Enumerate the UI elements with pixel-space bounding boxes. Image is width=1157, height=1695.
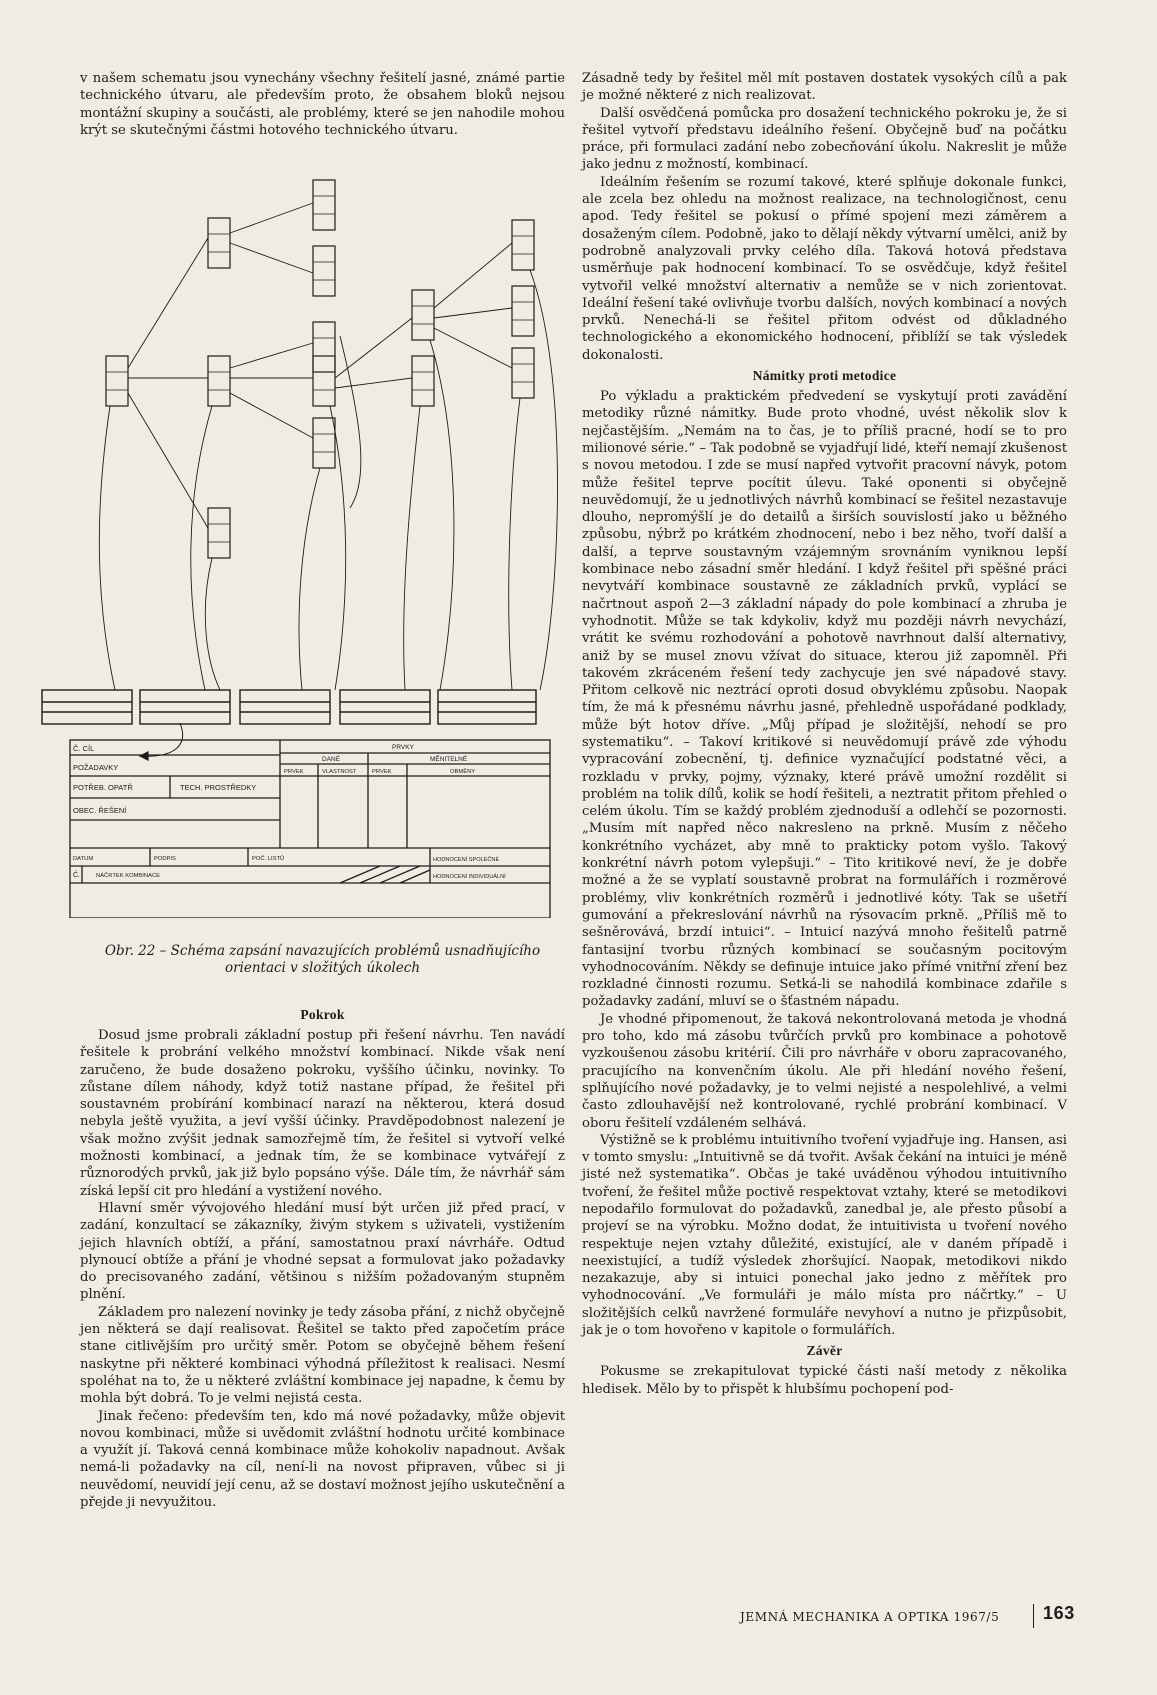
- heading-pokrok: Pokrok: [300, 1007, 345, 1022]
- form-label-prvek: PRVEK: [284, 769, 304, 775]
- problem-block: [412, 290, 434, 340]
- journal-name: JEMNÁ MECHANIKA A OPTIKA 1967/5: [740, 1610, 1000, 1624]
- paragraph: Základem pro nalezení novinky je tedy zásoba přání, z nichž obyčejně jen některá se dají realisovat. Řešitel se takto před započetím práce stane citlivějším pro určitý směr. Potom se obyčejně během řešení naskytne při některé kombinaci výhodná příležitost k realisaci. Nesmí spoléhat na to, že u některé zvláštní kombinace jej napadne, k čemu by mohla být dobrá. To je velmi nejistá cesta.: [80, 1304, 565, 1407]
- form-label-cil: Č. CÍL: [73, 744, 95, 753]
- form-label-pozadavky: POŽADAVKY: [73, 763, 119, 772]
- footer-divider: [1033, 1604, 1034, 1628]
- caption-line-1: Obr. 22 – Schéma zapsání navazujících problémů usnadňujícího: [104, 943, 541, 959]
- problem-block: [512, 348, 534, 398]
- paragraph: Hlavní směr vývojového hledání musí být určen již před prací, v zadání, konzultací se zákazníky, živým stykem s uživateli, vystižením jejich hlavních obtíží, a přání, samostatnou praxí návrháře. Odtud plynoucí obtíže a přání je vhodné sepsat a formulovat jako požadavky do precisovaného zadání, většinou s nižším požadovaným stupněm plnění.: [80, 1200, 565, 1303]
- paragraph: Zásadně tedy by řešitel měl mít postaven dostatek vysokých cílů a pak je možné některé z nich realizovat.: [582, 71, 1067, 104]
- problem-block: [208, 218, 230, 268]
- form-label-poc-listu: POČ. LISTŮ: [252, 856, 285, 862]
- problem-schema-diagram: [40, 178, 568, 918]
- form-label-hodnoceni-spolecne: HODNOCENÍ SPOLEČNÉ: [433, 857, 500, 863]
- paragraph: Další osvědčená pomůcka pro dosažení technického pokroku je, že si řešitel vytvoří představu ideálního řešení. Obyčejně buď na počátku práce, při formulaci zadání nebo zobecňování úkolu. Nakreslit je může jako jednu z možností, kombinací.: [582, 105, 1067, 173]
- paragraph: Pokusme se zrekapitulovat typické části naší metody z několika hledisek. Mělo by to přispět k hlubšímu pochopení pod-: [582, 1364, 1067, 1397]
- form-label-prvky: PRVKY: [392, 744, 414, 751]
- problem-block: [313, 180, 335, 230]
- form-label-menitelne: MĚNITELNÉ: [430, 756, 468, 763]
- form-label-tech-prostredky: TECH. PROSTŘEDKY: [180, 783, 257, 792]
- combination-box: [240, 690, 330, 724]
- paragraph: Po výkladu a praktickém předvedení se vyskytují proti zavádění metodiky různé námitky. Bude proto vhodné, uvést několik slov k nejčastějším. „Nemám na to čas, je to příliš pracné, hodí se to pro milionové série.“ – Tak podobně se vyjadřují lidé, kteří nemají zkušenost s novou metodou. I zde se musí napřed vytvořit pracovní návyk, potom může řešitel teprve pocítit úlevu. Také oponenti si obyčejně neuvědomují, že u jednotlivých návrhů kombinací se řešitel nezastavuje dlouho, nepromýšlí je do detailů a širších souvislostí jako u běžného způsobu, nýbrž po krátkém zhodnocení, nebo i bez něho, tvoří další a další, a teprve soustavným vzájemným srovnáním vyniknou lepší kombinace nebo zásadní směr hledání. I když řešitel při spěšné práci nevytváří kombinace soustavně ze základních prvků, vyplácí se načrtnout aspoň 2—3 základní nápady do pole kombinací a zhruba je vyhodnotit. Může se tak kdykoliv, když mu později návrh nevychází, vrátit ke svému rozhodování a pohotově navrhnout další alternativy, aniž by se musel znovu vžívat do situace, kterou již zapomněl. Při takovém zkráceném řešení tedy zachycuje jen své nápadové stavy. Přitom celkově nic neztrácí oproti dosud obvyklému způsobu. Naopak tím, že má k přesnému návrhu jasné, přehledně uspořádané podklady, může být hotov dříve. „Můj případ je složitější, nehodí se pro systematiku“. – Takoví kritikové si neuvědomují právě zde výhodu vypracování zobecnění, tj. definice vyznačující podstatné věci, a rozkladu v prvky, pojmy, význaky, které právě umožní rozdělit si problém na tolik dílů, kolik se hodí řešiteli, a neztratit přitom přehled o celém úkolu. Tím se každý problém zjednoduší a odlehčí se pozornosti. „Musím mít napřed něco nakresleno na prkně. Musím z něčeho konkrétního vycházet, aby mně to prakticky potom vyšlo. Takový konkrétní návrh potom vylepšuji.“ – Tito kritikové neví, že je dobře možné a že se vyplatí soustavně probrat na formulářích i rozměrové problémy, vliv konkrétních rozměrů i jednotlivé kóty. Tak se ušetří gumování a překreslování návrhů na rýsovacím prkně. „Příliš mě to sešněrovává, brzdí intuici“. – Intuicí nazývá mnoho řešitelů patrně fantasijní tvorbu různých kombinací se současným pocitovým vyhodnocováním. Někdy se definuje intuice jako přímé vnitřní zření bez rozkladné činnosti rozumu. Setká-li se nahodilá kombinace zdařile s požadavky zadání, mluví se o šťastném nápadu.: [582, 389, 1067, 1010]
- paragraph: Ideálním řešením se rozumí takové, které splňuje dokonale funkci, ale zcela bez ohledu na možnost realizace, na technologičnost, cenu apod. Tedy řešitel se pokusí o přímé spojení mezi záměrem a dosaženým cílem. Podobně, jako to dělají někdy výtvarní umělci, aniž by podrobně analyzovali prvky celého díla. Taková hotová představa usměrňuje pak hodnocení kombinací. To se osvědčuje, když řešitel vytvořil velké množství alternativ a nemůže se v nich zorientovat. Ideální řešení také ovlivňuje tvorbu dalších, nových kombinací a nových prvků. Nenechá-li se řešitel přitom odvést od důkladného technologického a ekonomického hodnocení, přiblíží se tak výsledek dokonalosti.: [582, 174, 1067, 363]
- form-label-vlastnost: VLASTNOST: [322, 769, 357, 775]
- form-label-potreb-opatr: POTŘEB. OPATŘ: [73, 783, 133, 792]
- problem-block: [208, 356, 230, 406]
- problem-block: [106, 356, 128, 406]
- form-label-c: Č.: [73, 872, 80, 879]
- form-label-prvek: PRVEK: [372, 769, 392, 775]
- page-footer: [740, 1602, 1080, 1632]
- form-label-datum: DATUM: [73, 856, 94, 862]
- form-label-obmeny: OBMĚNY: [450, 769, 476, 775]
- figure-caption: [80, 943, 565, 977]
- heading-namitky: Námitky proti metodice: [752, 368, 897, 384]
- paragraph: Je vhodné připomenout, že taková nekontrolovaná metoda je vhodná pro toho, kdo má zásobu tvůrčích prvků pro kombinace a pohotově vyzkoušenou zásobu kritérií. Čili pro návrháře v oboru zapracovaného, pracujícího na konvenčním úkolu. Ale při hledání nového řešení, splňujícího nové požadavky, je to velmi nejisté a nespolehlivé, a velmi často zdlouhavější než kontrolované, rychlé probrání kombinací. V oboru řešitelí vzdáleném selhává.: [582, 1011, 1067, 1131]
- figure-22: [40, 178, 568, 918]
- problem-block: [313, 418, 335, 468]
- form-label-dane: DANÉ: [322, 756, 341, 763]
- heading-zaver: Závěr: [806, 1343, 843, 1359]
- problem-block: [512, 220, 534, 270]
- combination-box: [340, 690, 430, 724]
- page-number: 163: [1043, 1603, 1075, 1623]
- problem-block: [313, 322, 335, 372]
- right-column: [582, 70, 1067, 1398]
- problem-block: [208, 508, 230, 558]
- paragraph: Dosud jsme probrali základní postup při řešení návrhu. Ten navádí řešitele k probrání velkého množství kombinací. Nikde však není zaručeno, že bude dosaženo pokroku, vyššího účinku, novinky. To zůstane dílem náhody, když totiž nastane případ, že řešitel při soustavném probírání kombinací narazí na některou, která dosud nebyla ještě využita, a jeví vyšší účinky. Pravděpodobnost nalezení je však možno zvýšit jednak samozřejmě tím, že řešitel si vytvoří velké možnosti kombinací, a jednak tím, že se kombinace vytvářejí z různorodých prvků, jak již bylo popsáno výše. Dále tím, že návrhář sám získá lepší cit pro hledání a vystižení nového.: [80, 1028, 565, 1199]
- left-column-top: [80, 70, 565, 139]
- combination-box: [438, 690, 536, 724]
- paragraph: Jinak řečeno: především ten, kdo má nové požadavky, může objevit novou kombinaci, může si uvědomit zvláštní hodnotu určité kombinace a využít jí. Taková cenná kombinace může kohokoliv napadnout. Avšak nemá-li požadavky na cíl, není-li na novost připraven, vůbec si ji neuvědomí, neuvidí její cenu, až se dostaví možnost jejího uskutečnění a přejde ji nevyužitou.: [80, 1408, 565, 1511]
- form-label-nacrtek: NÁČRTEK KOMBINACE: [96, 873, 160, 879]
- form-label-obec-reseni: OBEC. ŘEŠENÍ: [73, 806, 127, 815]
- combination-box: [140, 690, 230, 724]
- form-label-hodnoceni-individualni: HODNOCENÍ INDIVIDUÁLNÍ: [433, 874, 506, 880]
- left-top-paragraph: v našem schematu jsou vynechány všechny řešitelí jasné, známé partie technického útvaru, ale především proto, že obsahem bloků nejsou montážní skupiny a součásti, ale problémy, které se jen nahodile mohou krýt se skutečnými částmi hotového technického útvaru.: [80, 71, 565, 138]
- problem-block: [313, 246, 335, 296]
- left-column-lower: [80, 1003, 565, 1511]
- paragraph: Výstižně se k problému intuitivního tvoření vyjadřuje ing. Hansen, asi v tomto smyslu: „Intuitivně se dá tvořit. Avšak čekání na intuici je méně jisté než systematika“. Občas je také uváděnou výhodou intuitivního tvoření, že řešitel může poctivě respektovat vztahy, které se metodikovi nepodařilo formulovat do požadavků, zanedbal je, ale přesto působí a projeví se na výrobku. Možno dodat, že intuitivista u tvoření nového respektuje nejen vztahy důležité, existující, ale v daném případě i neexistující, a tudíž výsledek zhoršující. Naopak, metodikovi nikdo nezakazuje, aby si intuici ponechal jako jedno z měřítek pro vyhodnocování. „Ve formuláři je málo místa pro náčrtky.“ – U složitějších celků navržené formuláře nevyhoví a nutno je přizpůsobit, jak je o tom hovořeno v kapitole o formulářích.: [582, 1132, 1067, 1339]
- caption-line-2: orientaci v složitých úkolech: [224, 960, 421, 976]
- problem-block: [313, 356, 335, 406]
- problem-block: [512, 286, 534, 336]
- combination-box: [42, 690, 132, 724]
- problem-block: [412, 356, 434, 406]
- form-label-podpis: PODPIS: [154, 856, 176, 862]
- problem-form: [70, 740, 550, 918]
